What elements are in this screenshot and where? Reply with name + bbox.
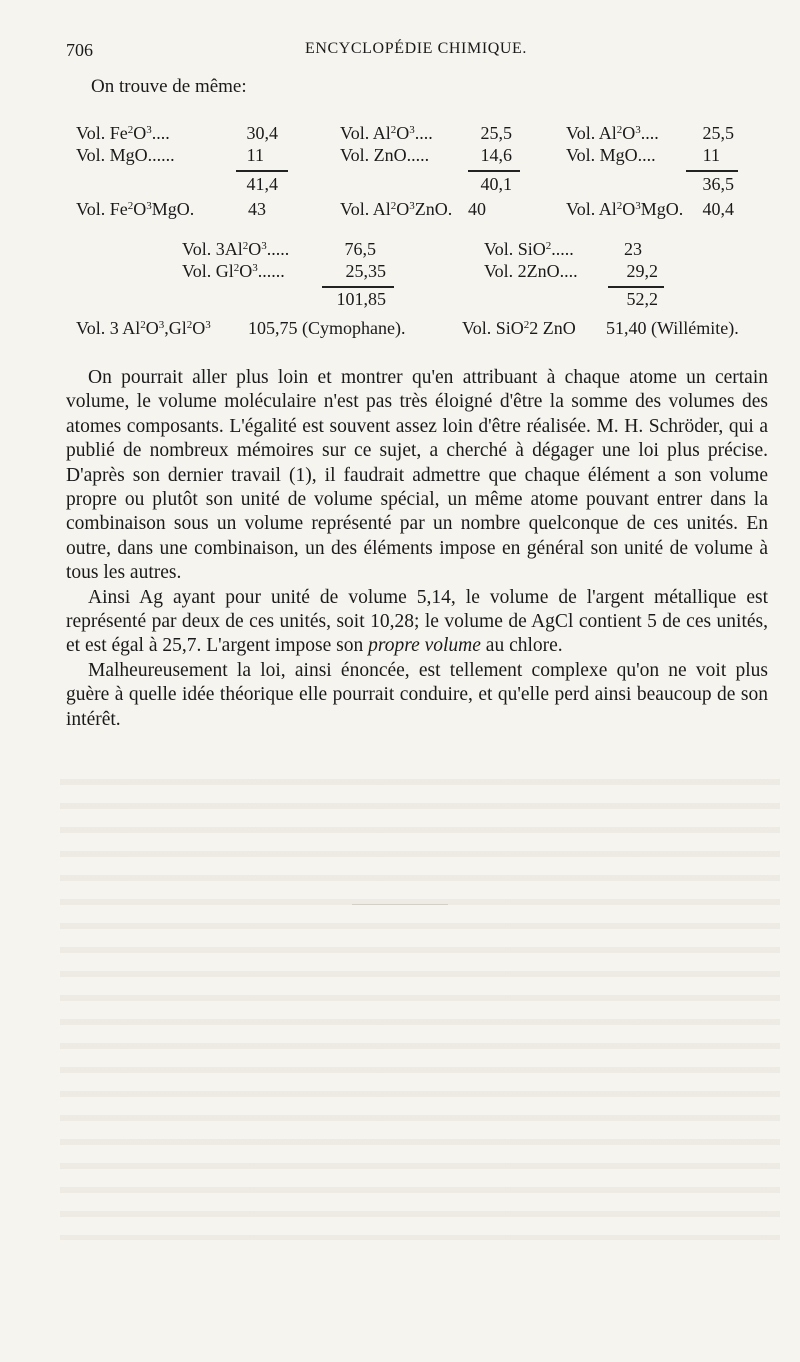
c3-sum-rule — [686, 170, 738, 172]
paragraph-2-emphasis: propre volume — [368, 635, 481, 657]
c2-result-value: 40 — [468, 199, 486, 219]
c1-result-label: Vol. $Fe^2O^3MgO$. — [76, 199, 195, 219]
c2-row1-label: Vol. $Al^2O^3$.... — [340, 123, 433, 143]
c3-row1-value: 25,5 — [702, 123, 734, 143]
c1-row2-label: Vol. MgO...... — [76, 145, 175, 165]
show-through-rule — [352, 904, 448, 905]
right-row2-value: 29,2 — [626, 261, 658, 281]
c3-row2-label: Vol. MgO.... — [566, 145, 656, 165]
final-right-value: 51,40 (Willémite). — [606, 318, 739, 338]
c1-row1-label: Vol. $Fe^2O^3$.... — [76, 123, 170, 143]
c3-row1-label: Vol. $Al^2O^3$.... — [566, 123, 659, 143]
final-right-label: Vol. SiO$^2$2 ZnO — [462, 318, 576, 338]
left-row1-value: 76,5 — [344, 239, 376, 259]
left-row1-label: Vol. $3Al^2O^3$..... — [182, 239, 290, 259]
body-text — [66, 366, 768, 732]
paragraph-1: On pourrait aller plus loin et montrer qu'en attribuant à chaque atome un certain volume, le volume moléculaire n'est pas très éloigné d'être la somme des volumes des atomes composants. L'égalité est souvent assez loin d'être réalisée. M. H. Schröder, qui a publié de nombreux mémoires sur ce sujet, a cherché à dégager une loi plus précise. D'après son dernier travail (1), il faudrait admettre que chaque élément a son volume propre ou plutôt son unité de volume spécial, un même atome pouvant entrer dans la combinaison sous un volume représenté par un nombre quelconque de ces unités. En outre, dans une combinaison, un des éléments impose en général son unité de volume à tous les autres. — [66, 367, 768, 584]
paragraph-2-end: au chlore. — [480, 635, 563, 657]
paragraph-2-start: Ainsi Ag ayant pour unité de volume 5,14, le volume de l'argent métallique est représenté par deux de ces unités, soit 10,28; le volume de AgCl contient 5 de ces unités, et est égal à 25,7. L'argent impose son — [66, 586, 768, 657]
left-sum-rule — [322, 286, 394, 288]
final-left-label: Vol. 3 $Al^2O^3,Gl^2O^3$ — [76, 318, 211, 338]
c3-result-label: Vol. $Al^2O^3MgO$. — [566, 199, 684, 219]
right-sum-rule — [608, 286, 664, 288]
intro-line: On trouve de même: — [91, 76, 247, 97]
c2-sum: 40,1 — [480, 174, 512, 194]
left-sum: 101,85 — [336, 289, 386, 309]
c1-row2-value: 11 — [246, 145, 264, 165]
c3-row2-value: 11 — [702, 145, 720, 165]
show-through-texture — [60, 770, 780, 1240]
c2-row1-value: 25,5 — [480, 123, 512, 143]
right-row1-value: 23 — [624, 239, 642, 259]
paragraph-3: Malheureusement la loi, ainsi énoncée, est tellement complexe qu'on ne voit plus guère à quelle idée théorique elle pourrait conduire, et qu'elle perd ainsi beaucoup de son intérêt. — [66, 659, 768, 730]
paragraph-2 — [66, 586, 768, 659]
c2-result-label: Vol. $Al^2O^3ZnO$. — [340, 199, 453, 219]
page-header — [66, 40, 766, 66]
running-title: ENCYCLOPÉDIE CHIMIQUE. — [304, 40, 528, 57]
c2-row2-label: Vol. ZnO..... — [340, 145, 430, 165]
right-sum: 52,2 — [626, 289, 658, 309]
final-left-value: 105,75 (Cymophane). — [248, 318, 406, 338]
right-row1-label: Vol. SiO$^2$..... — [484, 239, 574, 259]
c2-row2-value: 14,6 — [480, 145, 512, 165]
c1-result-value: 43 — [248, 199, 266, 219]
c1-sum: 41,4 — [246, 174, 278, 194]
c2-sum-rule — [468, 170, 520, 172]
right-row2-label: Vol. 2ZnO.... — [484, 261, 578, 281]
c3-result-value: 40,4 — [702, 199, 734, 219]
page-number: 706 — [66, 40, 93, 60]
left-row2-label: Vol. $Gl^2O^3$...... — [182, 261, 285, 281]
left-row2-value: 25,35 — [345, 261, 386, 281]
c3-sum: 36,5 — [702, 174, 734, 194]
c1-sum-rule — [236, 170, 288, 172]
c1-row1-value: 30,4 — [246, 123, 278, 143]
